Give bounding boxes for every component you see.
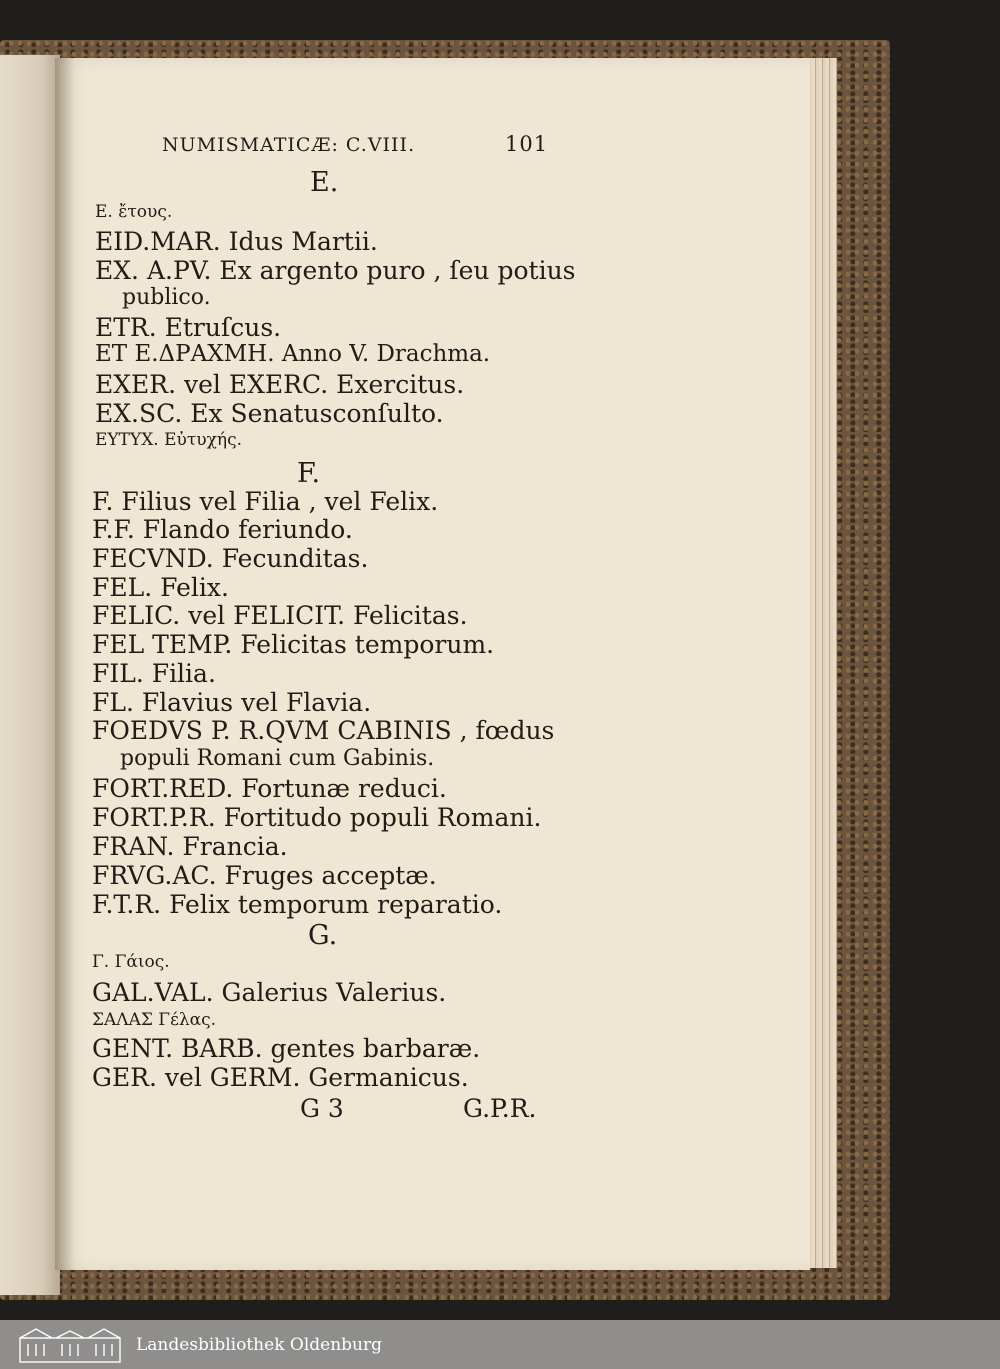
entry-line: ΣΑΛΑΣ Γέλας. [92,1010,217,1030]
entry-line: FRVG.AC. Fruges acceptæ. [92,861,437,890]
entry-line: FECVND. Fecunditas. [92,544,369,573]
entry-line: EID.MAR. Idus Martii. [95,227,378,256]
entry-line: ΕΥΤΥΧ. Εὐτυχής. [95,430,242,450]
entry-line: F.F. Flando feriundo. [92,515,353,544]
entry-line: FRAN. Francia. [92,832,288,861]
entry-line: FL. Flavius vel Flavia. [92,688,372,717]
entry-line: GER. vel GERM. Germanicus. [92,1063,469,1092]
section-letter-f: F. [297,458,321,489]
catchword: G.P.R. [463,1094,537,1123]
entry-line: EXER. vel EXERC. Exercitus. [95,370,465,399]
entry-line: F. Filius vel Filia , vel Felix. [92,487,439,516]
entry-line: publico. [122,285,211,310]
entry-line: E. ἔτους. [95,202,173,222]
section-letter-e: E. [310,167,339,198]
library-building-icon [18,1326,122,1364]
section-letter-g: G. [308,920,338,951]
entry-line: FOEDVS P. R.QVM CABINIS , fœdus [92,716,555,745]
entry-line: ET E.ΔΡΑΧΜΗ. Anno V. Drachma. [95,341,491,367]
entry-line: EX. A.PV. Ex argento puro , ſeu potius [95,256,576,285]
entry-line: FEL. Felix. [92,573,229,602]
entry-line: populi Romani cum Gabinis. [120,746,435,771]
page-number: 101 [505,132,549,156]
entry-line: FEL TEMP. Felicitas temporum. [92,630,495,659]
entry-line: FIL. Filia. [92,659,216,688]
entry-line: Γ. Γάιος. [92,952,170,972]
entry-line: GENT. BARB. gentes barbaræ. [92,1034,481,1063]
entry-line: F.T.R. Felix temporum reparatio. [92,890,503,919]
running-title: NUMISMATICÆ: C.VIII. [162,134,416,156]
entry-line: ETR. Etruſcus. [95,313,282,342]
signature-mark: G 3 [300,1094,344,1123]
entry-line: GAL.VAL. Galerius Valerius. [92,978,447,1007]
library-banner [0,1320,1000,1369]
entry-line: EX.SC. Ex Senatusconſulto. [95,399,444,428]
entry-line: FORT.RED. Fortunæ reduci. [92,774,447,803]
entry-line: FORT.P.R. Fortitudo populi Romani. [92,803,542,832]
library-name: Landesbibliothek Oldenburg [136,1334,383,1355]
entry-line: FELIC. vel FELICIT. Felicitas. [92,601,468,630]
